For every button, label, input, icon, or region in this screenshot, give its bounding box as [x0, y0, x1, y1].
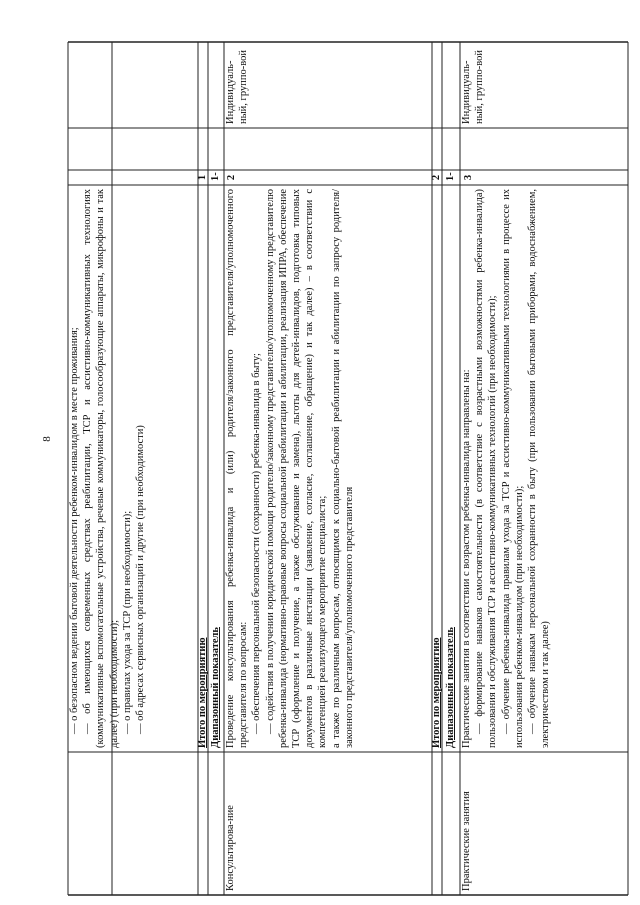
content-line: — формирование навыков самостоятельности (в соответствие с возрастными возможностями ребенка-инвалида) пользования и обслуживания ТСР и ассистивно-коммуникативных технологий (при необходимости); [474, 189, 499, 748]
content-line: — о безопасном ведении бытовой деятельности ребенком-инвалидом в месте проживания; [69, 327, 80, 734]
content-line: — содействия в получении юридической помощи родителю/законному представителю/уполномоченному представителю ребенка-инвалида (нормативно-правовые вопросы социальной реабилитации и абилитации, реализация ИПРА, обеспечение ТСР (оформление и получение, а также обслуживание и замена), льготы для детей-инвалидов, подготовка типовых документов в различные инстанции (заявление, согласие, соглашение, обращение) и так далее) – в соответствии с компетенцией реализующего мероприятие специалиста; [264, 189, 329, 748]
content-cell [224, 185, 432, 752]
form-cell: Индивидуаль-ный, группо-вой [225, 50, 250, 124]
total-label: Итого по мероприятию [197, 637, 208, 748]
service-cell: Практические занятия [461, 791, 472, 891]
content-line: — об адресах сервисных организаций и другие (при необходимости) [135, 425, 147, 734]
content-line: а также по различным вопросам, относящимся к социально-бытовой реабилитации и абилитации по запросу родителя/законного представителя/уполномоченного представителя [330, 189, 355, 748]
range-label: Диапазонный показатель [445, 627, 456, 748]
range-label: Диапазонный показатель [210, 627, 221, 748]
content-cell [460, 185, 628, 752]
content-line: — обучение ребенка-инвалида правилам ухода за ТСР и ассистивно-коммуникативными технологиями в процессе их использования ребенком-инвалидом (при необходимости); [500, 189, 525, 748]
range-value: 1-2 [210, 172, 237, 181]
total-value: 1 [197, 174, 208, 181]
page-number: 8 [40, 436, 53, 442]
form-cell: Индивидуаль-ный, группо-вой [461, 50, 486, 124]
total-label: Итого по мероприятию [431, 637, 442, 748]
content-line: Практические занятия в соответствии с возрастом ребенка-инвалида направлены на: [461, 369, 472, 748]
content-line: — об имеющихся современных средствах реабилитации, ТСР и ассистивно-коммуникативных технологиях (коммуникативные вспомогательные устройства, речевые коммуникаторы, голосообразующие аппараты, микрофоны и так далее) (при необходимости); [82, 189, 120, 748]
content-cell [68, 185, 198, 752]
total-value: 2 [431, 174, 442, 181]
service-cell: Консультирова-ние [225, 805, 236, 891]
range-value: 1-3 [445, 172, 474, 181]
content-line: — о правилах ухода за ТСР (при необходимости); [121, 510, 133, 734]
content-line: — обеспечения персональной безопасности (сохранности) ребенка-инвалида в быту; [251, 353, 263, 734]
service-cell [68, 752, 198, 895]
content-line: — обучение навыкам персональной сохранности в быту (при пользовании бытовыми приборами, водоснабжением, электричеством и так далее) [527, 189, 552, 748]
content-line: Проведение консультирования ребенка-инвалида и (или) родителя/законного представителя/уполномоченного представителя по вопросам: [225, 189, 250, 748]
